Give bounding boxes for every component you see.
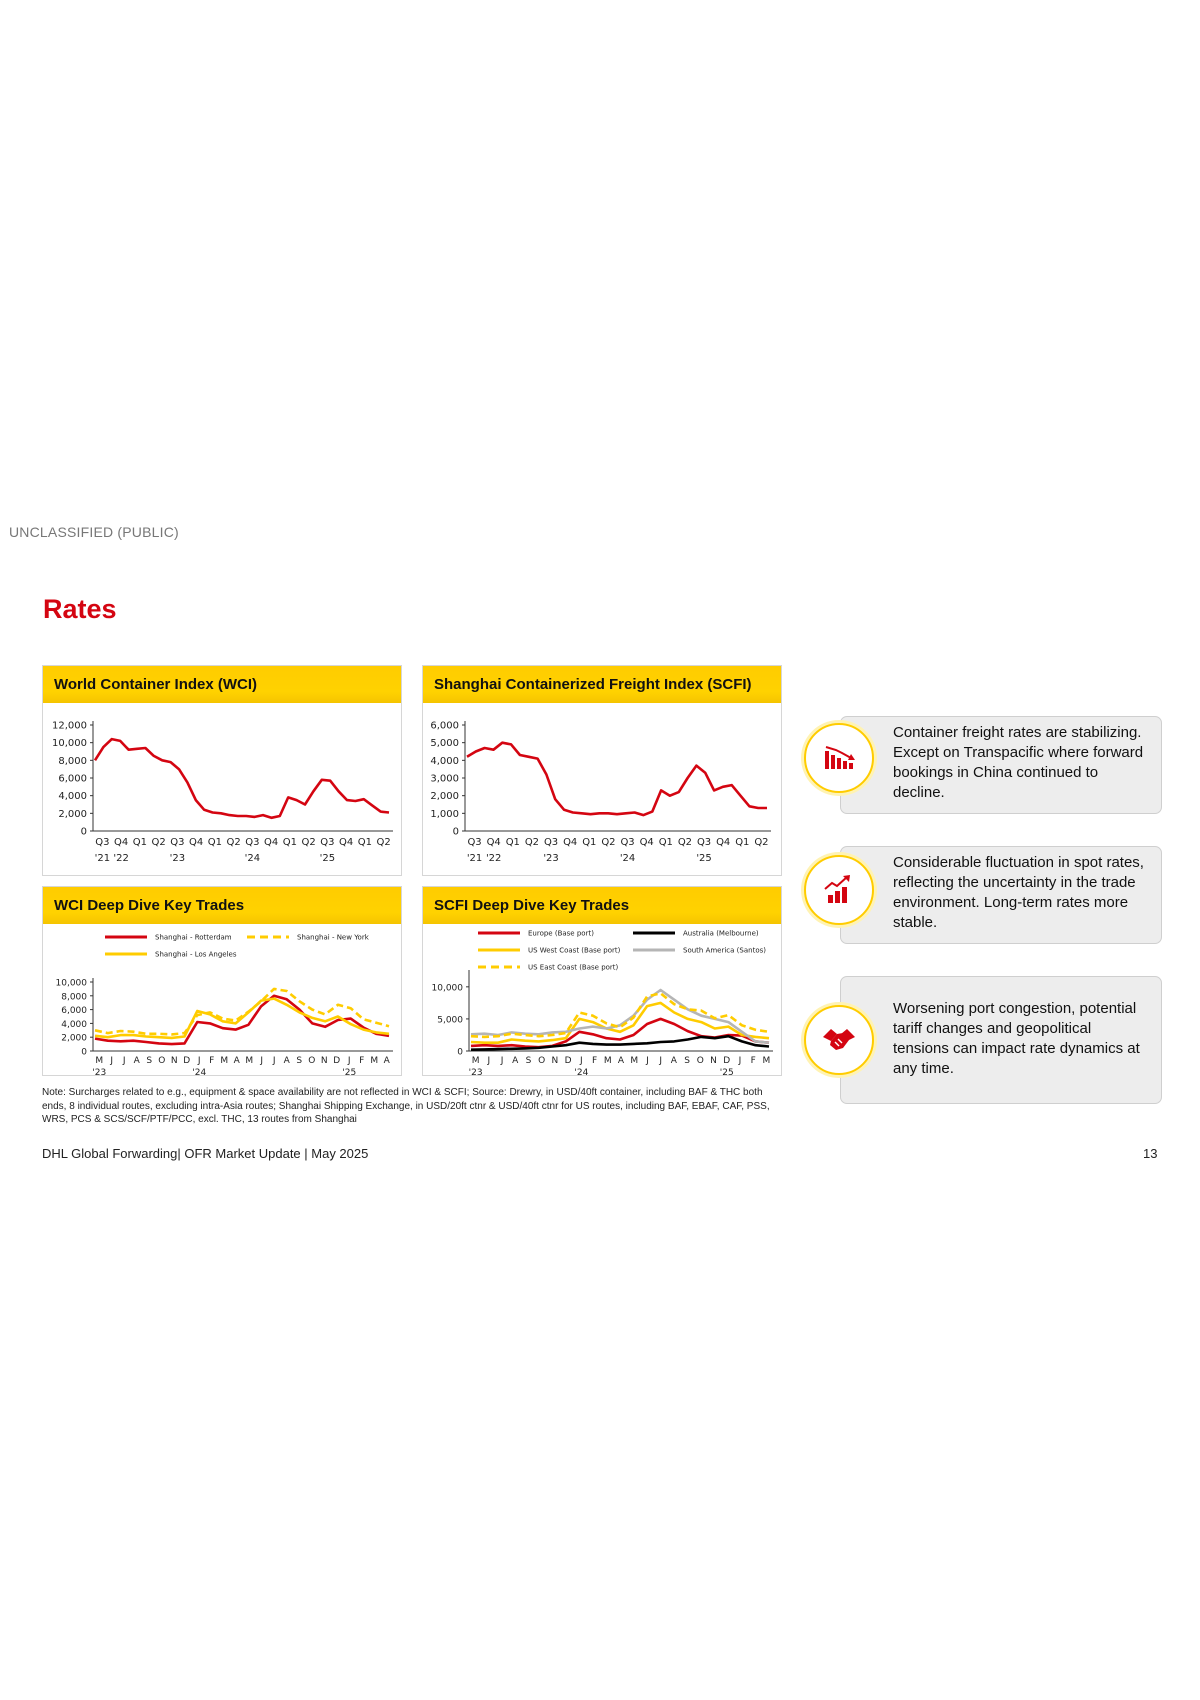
legend-label: Australia (Melbourne) bbox=[683, 929, 759, 938]
y-tick-label: 6,000 bbox=[58, 773, 87, 785]
x-tick-label: N bbox=[710, 1056, 717, 1066]
y-tick-label: 2,000 bbox=[61, 1033, 87, 1044]
x-tick-label: D bbox=[564, 1056, 572, 1066]
x-tick-label: Q2 bbox=[376, 837, 391, 848]
y-tick-label: 5,000 bbox=[430, 738, 459, 750]
x-tick-label: J bbox=[500, 1056, 504, 1066]
x-year-label: '25 bbox=[342, 1068, 357, 1075]
x-tick-label: N bbox=[551, 1056, 559, 1066]
y-tick-label: 4,000 bbox=[61, 1019, 87, 1030]
x-tick-label: Q2 bbox=[677, 837, 693, 848]
x-tick-label: S bbox=[146, 1056, 153, 1066]
x-tick-label: Q3 bbox=[696, 837, 712, 848]
x-year-label: '25 bbox=[719, 1068, 734, 1075]
y-tick-label: 10,000 bbox=[431, 983, 463, 994]
x-tick-label: F bbox=[591, 1056, 598, 1066]
x-tick-label: Q2 bbox=[301, 837, 316, 848]
legend-label: South America (Santos) bbox=[683, 946, 766, 955]
x-tick-label: A bbox=[617, 1056, 625, 1066]
y-tick-label: 0 bbox=[81, 1047, 87, 1058]
declining-chart-icon bbox=[804, 723, 874, 793]
x-tick-label: M bbox=[220, 1056, 229, 1066]
footer-text: DHL Global Forwarding| OFR Market Update | May 2025 bbox=[42, 1146, 369, 1161]
x-tick-label: Q3 bbox=[543, 837, 559, 848]
x-tick-label: Q3 bbox=[320, 837, 335, 848]
x-tick-label: Q4 bbox=[486, 837, 501, 848]
x-tick-label: M bbox=[95, 1056, 104, 1066]
x-tick-label: M bbox=[245, 1056, 254, 1066]
y-tick-label: 2,000 bbox=[430, 791, 459, 803]
y-tick-label: 3,000 bbox=[430, 773, 459, 785]
x-year-label: '22 bbox=[113, 853, 129, 864]
x-year-label: '25 bbox=[696, 853, 712, 864]
x-tick-label: O bbox=[308, 1056, 316, 1066]
x-tick-label: Q3 bbox=[245, 837, 260, 848]
wci-chart bbox=[43, 703, 401, 875]
scfi-chart bbox=[423, 703, 781, 875]
x-tick-label: Q3 bbox=[95, 837, 110, 848]
scfi-deep-dive-panel bbox=[422, 886, 782, 1076]
x-tick-label: J bbox=[659, 1056, 662, 1066]
scfi-deep-dive-chart bbox=[423, 924, 781, 1075]
x-tick-label: J bbox=[487, 1056, 491, 1066]
x-tick-label: Q3 bbox=[467, 837, 482, 848]
x-tick-label: A bbox=[233, 1056, 240, 1066]
legend-label: Europe (Base port) bbox=[528, 929, 594, 938]
x-tick-label: S bbox=[296, 1056, 303, 1066]
y-tick-label: 10,000 bbox=[55, 978, 87, 989]
x-tick-label: J bbox=[272, 1056, 276, 1066]
x-tick-label: Q4 bbox=[264, 837, 279, 848]
x-tick-label: M bbox=[370, 1056, 379, 1066]
x-year-label: '24 bbox=[192, 1068, 207, 1075]
y-tick-label: 0 bbox=[457, 1047, 463, 1058]
handshake-icon bbox=[804, 1005, 874, 1075]
legend-label: Shanghai - Rotterdam bbox=[155, 933, 232, 942]
x-tick-label: O bbox=[158, 1056, 166, 1066]
x-tick-label: M bbox=[762, 1056, 771, 1066]
y-tick-label: 8,000 bbox=[58, 755, 87, 767]
x-tick-label: Q4 bbox=[563, 837, 578, 848]
x-tick-label: Q4 bbox=[716, 837, 731, 848]
y-tick-label: 4,000 bbox=[430, 755, 459, 767]
x-tick-label: Q1 bbox=[735, 837, 750, 848]
wci-panel-title: World Container Index (WCI) bbox=[43, 666, 401, 703]
x-tick-label: M bbox=[603, 1056, 612, 1066]
x-tick-label: Q2 bbox=[754, 837, 769, 848]
y-tick-label: 4,000 bbox=[58, 791, 87, 803]
scfi-panel-title: Shanghai Containerized Freight Index (SCFI) bbox=[423, 666, 781, 703]
x-tick-label: A bbox=[383, 1056, 390, 1066]
x-tick-label: D bbox=[183, 1056, 191, 1066]
x-year-label: '23 bbox=[92, 1068, 107, 1075]
y-tick-label: 8,000 bbox=[61, 992, 87, 1003]
scfi-deep-dive-title: SCFI Deep Dive Key Trades bbox=[423, 887, 781, 924]
x-tick-label: Q2 bbox=[151, 837, 166, 848]
wci-panel bbox=[42, 665, 402, 876]
x-year-label: '24 bbox=[244, 853, 261, 864]
insight-text: Container freight rates are stabilizing. Except on Transpacific where forward bookings in China continued to decline. bbox=[893, 724, 1144, 801]
x-tick-label: O bbox=[696, 1056, 704, 1066]
x-tick-label: Q4 bbox=[189, 837, 204, 848]
x-tick-label: Q3 bbox=[620, 837, 635, 848]
x-tick-label: Q1 bbox=[357, 837, 372, 848]
x-tick-label: D bbox=[723, 1056, 731, 1066]
insight-card-stabilizing bbox=[840, 716, 1162, 814]
x-year-label: '24 bbox=[574, 1068, 589, 1075]
x-year-label: '21 bbox=[466, 853, 483, 864]
x-tick-label: Q1 bbox=[207, 837, 222, 848]
x-tick-label: O bbox=[538, 1056, 546, 1066]
x-tick-label: Q2 bbox=[601, 837, 616, 848]
x-tick-label: Q1 bbox=[658, 837, 673, 848]
wci-deep-dive-title: WCI Deep Dive Key Trades bbox=[43, 887, 401, 924]
x-tick-label: Q1 bbox=[282, 837, 297, 848]
page-title: Rates bbox=[43, 594, 117, 624]
classification-label: UNCLASSIFIED (PUBLIC) bbox=[9, 524, 179, 540]
wci-deep-dive-chart bbox=[43, 924, 401, 1075]
x-tick-label: F bbox=[359, 1056, 365, 1066]
x-tick-label: D bbox=[333, 1056, 341, 1066]
x-tick-label: J bbox=[110, 1056, 114, 1066]
x-tick-label: F bbox=[750, 1056, 756, 1066]
scfi-panel bbox=[422, 665, 782, 876]
source-note: Note: Surcharges related to e.g., equipment & space availability are not reflected in WCI & SCFI; Source: Drewry, in USD/40ft container, including BAF & THC both ends, 8 individual routes, excluding intra-Asia routes; Shanghai Shipping Exchange, in USD/20ft ctnr & USD/40ft ctnr for US routes, including BAF, EBAF, CAF, PSS, WRS, PCS & SCS/SCF/PTF/PCC, excl. THC, 13 routes from Shanghai bbox=[42, 1087, 770, 1125]
y-tick-label: 6,000 bbox=[61, 1006, 87, 1017]
x-tick-label: F bbox=[209, 1056, 215, 1066]
y-tick-label: 12,000 bbox=[52, 720, 87, 732]
x-tick-label: Q3 bbox=[170, 837, 185, 848]
x-tick-label: S bbox=[525, 1056, 532, 1066]
x-tick-label: Q2 bbox=[524, 837, 540, 848]
x-year-label: '25 bbox=[319, 853, 336, 864]
series-line-0 bbox=[95, 739, 389, 818]
x-year-label: '21 bbox=[94, 853, 111, 864]
insight-card-risks bbox=[840, 976, 1162, 1104]
x-tick-label: J bbox=[260, 1056, 264, 1066]
x-tick-label: Q2 bbox=[226, 837, 241, 848]
insight-text: Considerable fluctuation in spot rates, reflecting the uncertainty in the trade environment. Long-term rates more stable. bbox=[893, 854, 1144, 931]
x-year-label: '23 bbox=[543, 853, 559, 864]
y-tick-label: 6,000 bbox=[430, 720, 459, 732]
x-tick-label: J bbox=[646, 1056, 649, 1066]
x-tick-label: Q1 bbox=[505, 837, 520, 848]
fluctuating-chart-icon bbox=[804, 855, 874, 925]
x-tick-label: M bbox=[471, 1056, 480, 1066]
x-year-label: '23 bbox=[468, 1068, 483, 1075]
x-tick-label: N bbox=[320, 1056, 328, 1066]
x-tick-label: N bbox=[170, 1056, 178, 1066]
y-tick-label: 2,000 bbox=[58, 808, 87, 820]
x-tick-label: Q4 bbox=[639, 837, 654, 848]
legend-label: US East Coast (Base port) bbox=[528, 963, 619, 972]
y-tick-label: 0 bbox=[80, 826, 87, 838]
x-tick-label: Q1 bbox=[582, 837, 597, 848]
y-tick-label: 0 bbox=[452, 826, 459, 838]
x-tick-label: Q1 bbox=[132, 837, 147, 848]
legend-label: US West Coast (Base port) bbox=[528, 946, 621, 955]
wci-deep-dive-panel bbox=[42, 886, 402, 1076]
x-year-label: '24 bbox=[619, 853, 636, 864]
x-tick-label: A bbox=[283, 1056, 290, 1066]
insight-text: Worsening port congestion, potential tariff changes and geopolitical tensions can impact rate dynamics at any time. bbox=[893, 1000, 1140, 1077]
x-tick-label: J bbox=[738, 1056, 742, 1066]
x-tick-label: M bbox=[630, 1056, 639, 1066]
legend-label: Shanghai - New York bbox=[297, 933, 369, 942]
y-tick-label: 1,000 bbox=[430, 808, 459, 820]
y-tick-label: 10,000 bbox=[52, 738, 87, 750]
x-tick-label: A bbox=[133, 1056, 140, 1066]
y-tick-label: 5,000 bbox=[437, 1015, 463, 1026]
x-tick-label: J bbox=[122, 1056, 126, 1066]
x-tick-label: J bbox=[347, 1056, 351, 1066]
x-tick-label: Q4 bbox=[339, 837, 354, 848]
x-tick-label: J bbox=[580, 1056, 583, 1066]
x-tick-label: Q4 bbox=[114, 837, 129, 848]
x-year-label: '22 bbox=[485, 853, 502, 864]
x-tick-label: A bbox=[670, 1056, 677, 1066]
page-number: 13 bbox=[1143, 1146, 1158, 1161]
insight-card-fluctuation bbox=[840, 846, 1162, 944]
x-tick-label: S bbox=[684, 1056, 690, 1066]
series-line-0 bbox=[467, 743, 767, 815]
x-year-label: '23 bbox=[169, 853, 186, 864]
x-tick-label: A bbox=[512, 1056, 519, 1066]
x-tick-label: J bbox=[197, 1056, 201, 1066]
legend-label: Shanghai - Los Angeles bbox=[155, 950, 237, 959]
